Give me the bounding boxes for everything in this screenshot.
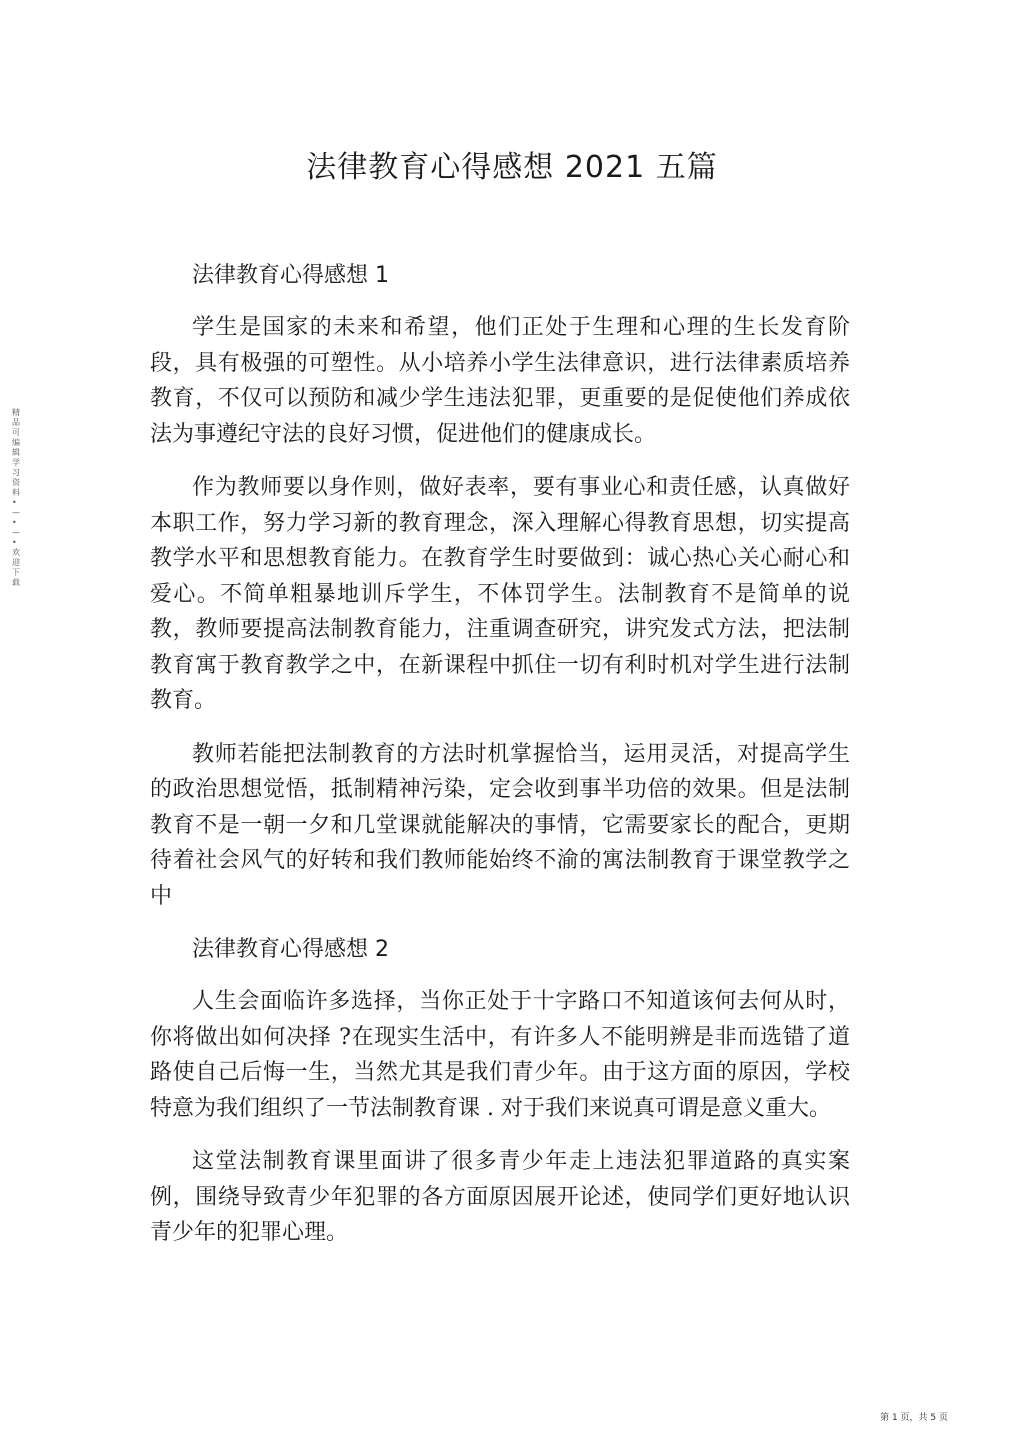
document-title: 法律教育心得感想 2021 五篇 [306,150,718,186]
paragraph: 教师若能把法制教育的方法时机掌握恰当，运用灵活，对提高学生的政治思想觉悟，抵制精神污染，定会收到事半功倍的效果。但是法制教育不是一朝一夕和几堂课就能解决的事情，它需要家长的配合，更期待着社会风气的好转和我们教师能始终不渝的寓法制教育于课堂教学之中 [150,741,850,909]
page-footer: 第 1 页，共 5 页 [880,1413,948,1423]
margin-note: 精品可编辑学习资料•—•—•欢迎下载 [12,408,20,587]
paragraph: 作为教师要以身作则，做好表率，要有事业心和责任感，认真做好本职工作，努力学习新的教育理念，深入理解心得教育思想，切实提高教学水平和思想教育能力。在教育学生时要做到：诚心热心关心耐心和爱心。不简单粗暴地训斥学生，不体罚学生。法制教育不是简单的说教，教师要提高法制教育能力，注重调查研究，讲究发式方法，把法制教育寓于教育教学之中，在新课程中抓住一切有利时机对学生进行法制教育。 [150,475,850,713]
section-heading-2: 法律教育心得感想 2 [192,937,389,962]
section-heading-1: 法律教育心得感想 1 [192,263,389,288]
paragraph: 学生是国家的未来和希望，他们正处于生理和心理的生长发育阶段，具有极强的可塑性。从小培养小学生法律意识，进行法律素质培养教育，不仅可以预防和减少学生违法犯罪，更重要的是促使他们养成依法为事遵纪守法的良好习惯，促进他们的健康成长。 [150,315,850,447]
document-body [150,258,850,1251]
paragraph: 这堂法制教育课里面讲了很多青少年走上违法犯罪道路的真实案例，围绕导致青少年犯罪的各方面原因展开论述，使同学们更好地认识青少年的犯罪心理。 [150,1149,850,1245]
paragraph: 人生会面临许多选择，当你正处于十字路口不知道该何去何从时，你将做出如何决择 ?在现实生活中，有许多人不能明辨是非而选错了道路使自己后悔一生，当然尤其是我们青少年。由于这方面的原因，学校特意为我们组织了一节法制教育课 . 对于我们来说真可谓是意义重大。 [150,989,850,1121]
